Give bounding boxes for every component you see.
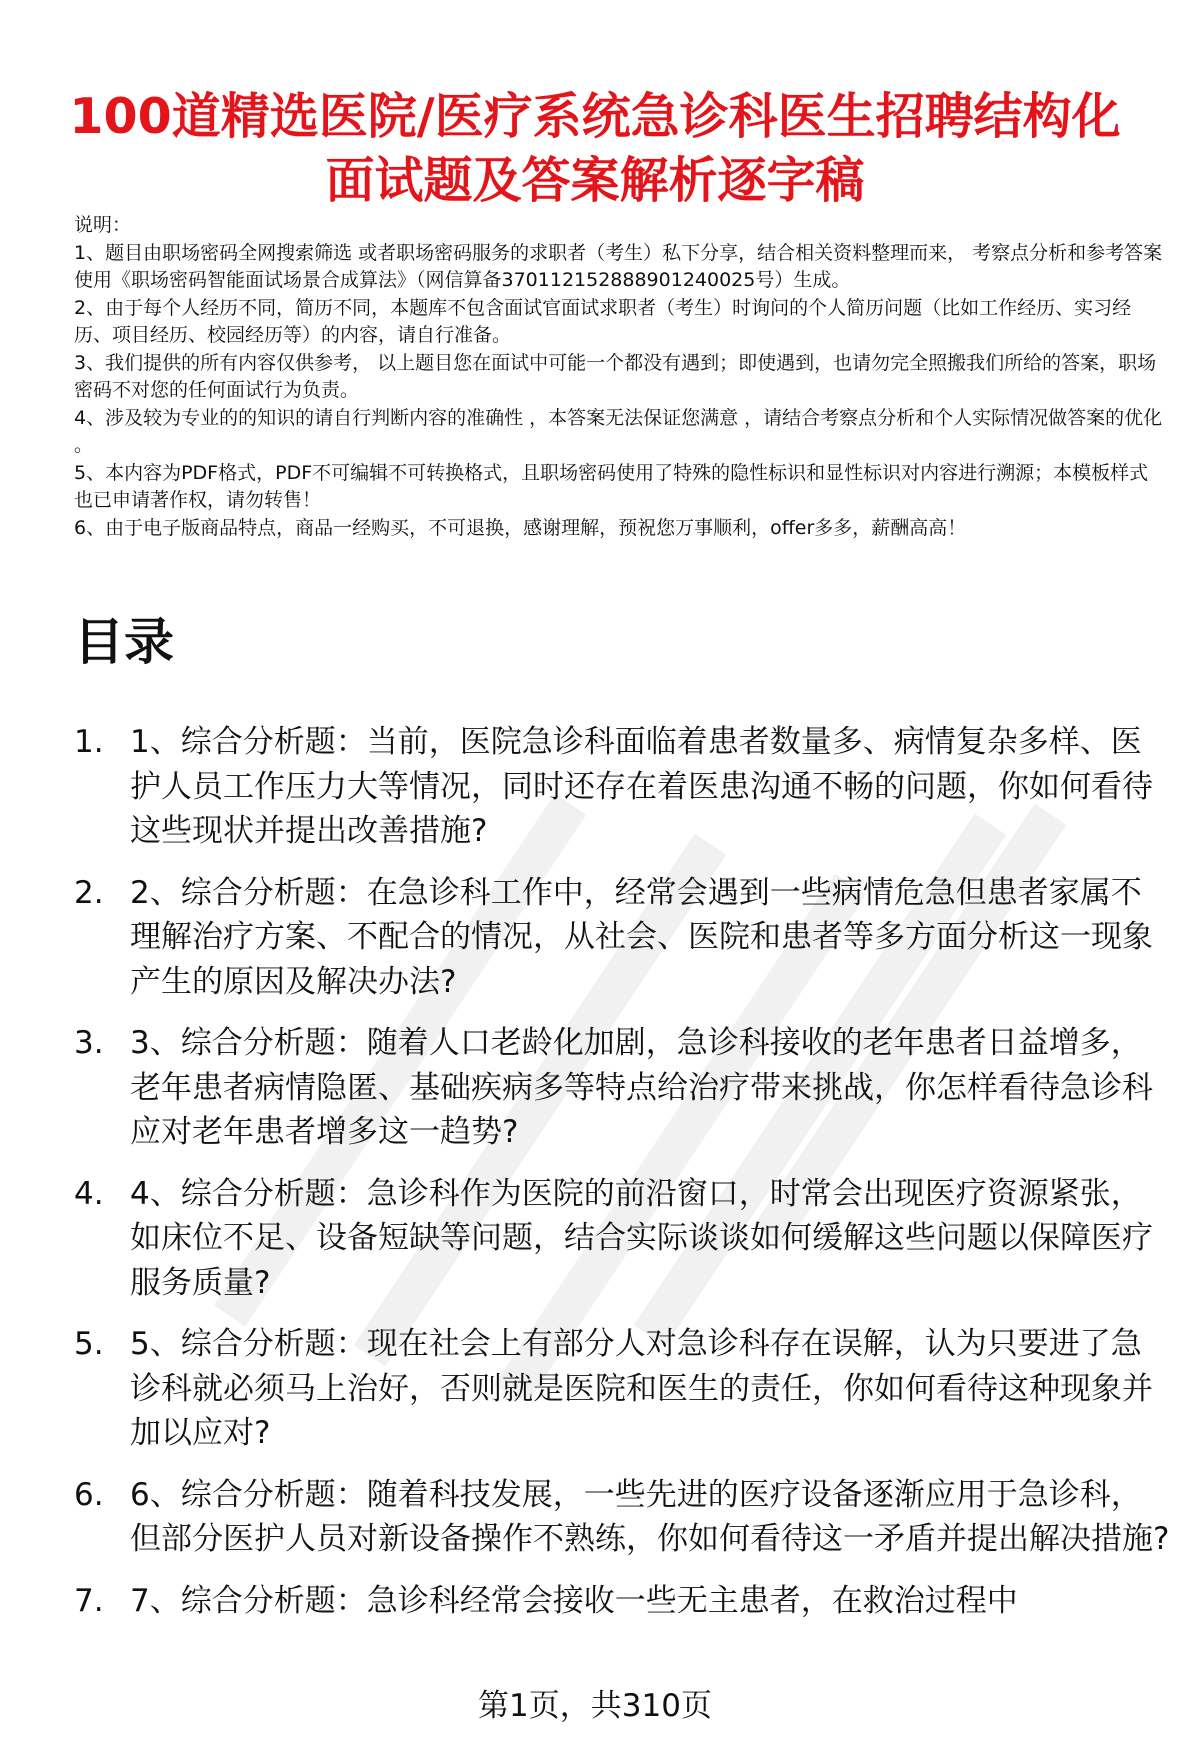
toc-item-text: 5、综合分析题：现在社会上有部分人对急诊科存在误解，认为只要进了急诊科就必须马上治好，否则就是医院和医生的责任，你如何看待这种现象并加以应对? [130,1326,1153,1451]
toc-item-number: 6. [74,1476,104,1513]
toc-item[interactable] [74,871,1170,1005]
note-item: 5、本内容为PDF格式，PDF不可编辑不可转换格式，且职场密码使用了特殊的隐性标识和显性标识对内容进行溯源；本模板样式也已申请著作权，请勿转售！ [74,461,1149,511]
page-number: 第1页，共310页 [478,1688,712,1724]
note-item: 2、由于每个人经历不同，简历不同，本题库不包含面试官面试求职者（考生）时询问的个人简历问题（比如工作经历、实习经历、项目经历、校园经历等）的内容，请自行准备。 [74,296,1132,346]
toc-item-text: 6、综合分析题：随着科技发展，一些先进的医疗设备逐渐应用于急诊科，但部分医护人员对新设备操作不熟练，你如何看待这一矛盾并提出解决措施? [130,1476,1170,1557]
table-of-contents [74,720,1170,1640]
note-item: 4、涉及较为专业的的知识的请自行判断内容的准确性 ，本答案无法保证您满意 ，请结合考察点分析和个人实际情况做答案的优化 。 [74,406,1163,456]
note-item: 3、我们提供的所有内容仅供参考， 以上题目您在面试中可能一个都没有遇到；即使遇到，也请勿完全照搬我们所给的答案，职场密码不对您的任何面试行为负责。 [74,351,1157,401]
notes-heading: 说明： [74,214,132,236]
toc-item-text: 1、综合分析题：当前，医院急诊科面临着患者数量多、病情复杂多样、医护人员工作压力大等情况，同时还存在着医患沟通不畅的问题，你如何看待这些现状并提出改善措施? [130,724,1153,849]
toc-item[interactable] [74,1322,1170,1456]
toc-item[interactable] [74,1021,1170,1155]
toc-item[interactable] [74,1172,1170,1306]
note-item: 1、题目由职场密码全网搜索筛选 或者职场密码服务的求职者（考生）私下分享，结合相关资料整理而来， 考察点分析和参考答案使用《职场密码智能面试场景合成算法》（网信算备370112152888901240025号）生成。 [74,241,1163,291]
toc-item[interactable] [74,1579,1170,1624]
toc-item-number: 5. [74,1326,104,1362]
toc-item-text: 7、综合分析题：急诊科经常会接收一些无主患者，在救治过程中 [130,1582,1018,1619]
toc-item-number: 3. [74,1025,104,1061]
toc-item-number: 1. [74,724,104,760]
toc-item-text: 3、综合分析题：随着人口老龄化加剧，急诊科接收的老年患者日益增多，老年患者病情隐匿、基础疾病多等特点给治疗带来挑战，你怎样看待急诊科应对老年患者增多这一趋势? [130,1025,1153,1150]
toc-item[interactable] [74,1473,1170,1562]
toc-item-number: 2. [74,874,104,911]
toc-item-number: 4. [74,1175,104,1212]
document-title: 100道精选医院/医疗系统急诊科医生招聘结构化面试题及答案解析逐字稿 [69,87,1121,209]
toc-item-text: 2、综合分析题：在急诊科工作中，经常会遇到一些病情危急但患者家属不理解治疗方案、不配合的情况，从社会、医院和患者等多方面分析这一现象产生的原因及解决办法? [130,874,1153,1000]
toc-item-number: 7. [74,1582,104,1619]
note-item: 6、由于电子版商品特点，商品一经购买，不可退换，感谢理解，预祝您万事顺利，offer多多，薪酬高高！ [74,516,967,539]
toc-heading: 目录 [74,613,174,671]
toc-item-text: 4、综合分析题：急诊科作为医院的前沿窗口，时常会出现医疗资源紧张，如床位不足、设备短缺等问题，结合实际谈谈如何缓解这些问题以保障医疗服务质量? [130,1175,1153,1301]
notes-section [74,212,1164,542]
toc-item[interactable] [74,720,1170,854]
